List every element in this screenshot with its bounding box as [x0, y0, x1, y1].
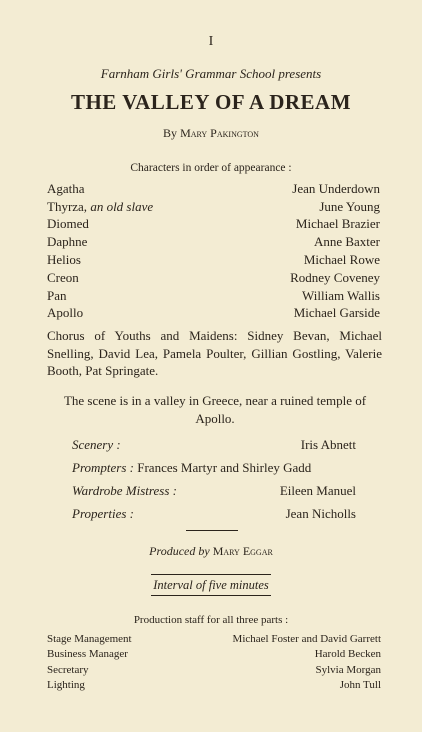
crew-row [72, 502, 356, 525]
cast-actor: Michael Garside [293, 305, 380, 321]
author-line [0, 126, 422, 141]
crew-value: Iris Abnett [300, 436, 356, 452]
crew-list [72, 433, 356, 525]
cast-role: Daphne [47, 234, 88, 250]
cast-row [47, 269, 380, 287]
staff-name: Sylvia Morgan [315, 663, 381, 676]
chorus-paragraph: Chorus of Youths and Maidens: Sidney Bevan, Michael Snelling, David Lea, Pamela Poulter, Gillian Gostling, Valerie Booth, Pat Springate. [47, 328, 382, 378]
staff-name: Harold Becken [314, 648, 381, 661]
produced-line [0, 544, 422, 559]
staff-role: Secretary [47, 663, 89, 676]
staff-list [47, 631, 381, 693]
characters-heading: Characters in order of appearance : [130, 162, 292, 174]
cast-actor: Michael Rowe [303, 252, 380, 268]
cast-role: Apollo [47, 305, 84, 321]
crew-label: Prompters : [72, 459, 134, 475]
cast-actor: William Wallis [302, 287, 380, 303]
crew-label: Wardrobe Mistress : [72, 482, 177, 498]
cast-role-note: an old slave [90, 198, 154, 214]
staff-role: Stage Management [47, 632, 132, 645]
staff-name: Michael Foster and David Garrett [232, 632, 381, 645]
staff-heading: Production staff for all three parts : [133, 614, 289, 626]
crew-value: Eileen Manuel [279, 482, 356, 498]
cast-role: Diomed [47, 216, 89, 232]
staff-row [47, 678, 381, 694]
cast-row [47, 251, 380, 269]
crew-label: Properties : [72, 505, 134, 521]
staff-role: Lighting [47, 679, 85, 692]
staff-row [47, 631, 381, 647]
cast-actor: Michael Brazier [295, 216, 380, 232]
staff-row [47, 647, 381, 663]
crew-row [72, 456, 356, 479]
cast-role: Creon [47, 269, 79, 285]
producer-name: Mary Eggar [212, 544, 273, 558]
crew-row [72, 479, 356, 502]
cast-list [47, 180, 380, 322]
crew-value: Frances Martyr and Shirley Gadd [137, 459, 312, 475]
cast-actor: Jean Underdown [292, 180, 380, 196]
cast-actor: Rodney Coveney [290, 269, 380, 285]
cast-role: Pan [47, 287, 67, 303]
staff-row [47, 662, 381, 678]
scene-description: The scene is in a valley in Greece, near a ruined temple of Apollo. [63, 393, 367, 426]
produced-label: Produced by [149, 544, 210, 558]
cast-role: Thyrza, an old slave [47, 198, 154, 214]
cast-row [47, 305, 380, 323]
page-number: I [208, 34, 214, 49]
staff-name: John Tull [339, 679, 381, 692]
cast-row [47, 233, 380, 251]
author-name: Mary Pakington [180, 126, 259, 140]
crew-value: Jean Nicholls [285, 505, 356, 521]
cast-row [47, 287, 380, 305]
crew-row [72, 433, 356, 456]
crew-label: Scenery : [72, 436, 121, 452]
staff-role: Business Manager [47, 648, 128, 661]
play-title: THE VALLEY OF A DREAM [70, 90, 352, 114]
cast-actor: Anne Baxter [313, 234, 380, 250]
cast-actor: June Young [319, 198, 380, 214]
cast-row [47, 216, 380, 234]
cast-role: Helios [47, 252, 81, 268]
author-by: By [163, 126, 178, 140]
interval-note: Interval of five minutes [151, 574, 271, 596]
presents-line: Farnham Girls' Grammar School presents [100, 66, 322, 81]
cast-role: Agatha [47, 180, 85, 196]
divider-rule [186, 530, 238, 531]
cast-row [47, 198, 380, 216]
cast-row [47, 180, 380, 198]
interval-box [0, 574, 422, 596]
